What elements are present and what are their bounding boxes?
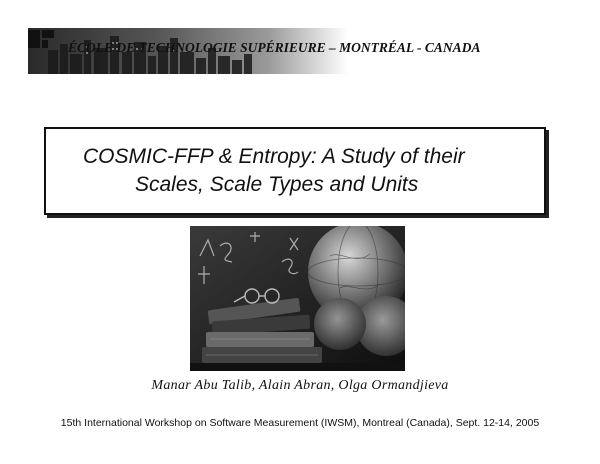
ets-logo-icon <box>28 28 54 50</box>
books-and-globe-photo <box>190 226 405 371</box>
title-line-1: COSMIC-FFP & Entropy: A Study of their <box>83 145 465 168</box>
presentation-title <box>57 143 533 199</box>
conference-footer: 15th International Workshop on Software Measurement (IWSM), Montreal (Canada), Sept. 12-14, 2005 <box>60 417 540 429</box>
header-banner <box>28 28 568 74</box>
title-line-2: Scales, Scale Types and Units <box>135 173 419 196</box>
title-box <box>44 127 546 215</box>
school-name: ÉCOLE DE TECHNOLOGIE SUPÉRIEURE – MONTRÉAL - CANADA <box>68 40 481 55</box>
authors: Manar Abu Talib, Alain Abran, Olga Ormandjieva <box>151 378 449 393</box>
